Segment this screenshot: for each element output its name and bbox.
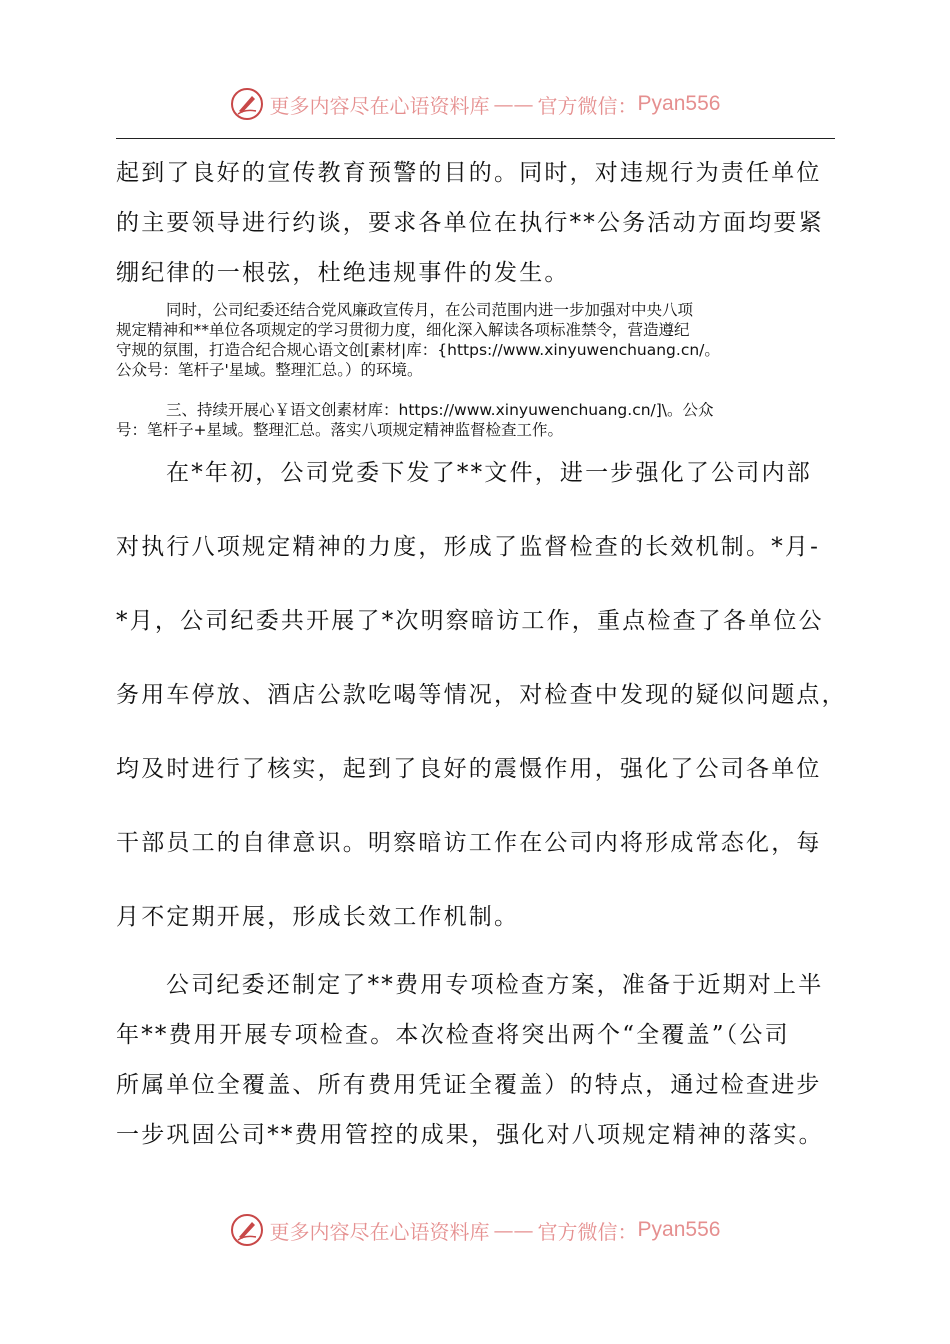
pen-logo-icon bbox=[230, 87, 264, 121]
text-line: 绷纪律的一根弦，杜绝违规事件的发生。 bbox=[116, 260, 570, 286]
paragraph-1 bbox=[116, 148, 856, 298]
banner-wechat-label: 官方微信： bbox=[537, 93, 638, 118]
text-line: 务用车停放、酒店公款吃喝等情况，对检查中发现的疑似问题点， bbox=[116, 682, 847, 708]
text-line: 年**费用开展专项检查。本次检查将突出两个“全覆盖”（公司 bbox=[116, 1022, 790, 1048]
text-line: 一步巩固公司**费用管控的成果，强化对八项规定精神的落实。 bbox=[116, 1122, 824, 1148]
banner-separator: —— bbox=[493, 92, 534, 116]
text-line: 公众号：笔杆子'星域。整理汇总。）的环境。 bbox=[116, 361, 423, 379]
header-banner bbox=[0, 84, 950, 124]
banner-separator: —— bbox=[493, 1218, 534, 1242]
footer-banner bbox=[0, 1210, 950, 1250]
text-line: *月，公司纪委共开展了*次明察暗访工作，重点检查了各单位公 bbox=[116, 608, 824, 634]
text-line: 号：笔杆子+星域。整理汇总。落实八项规定精神监督检查工作。 bbox=[116, 421, 563, 439]
paragraph-3 bbox=[116, 400, 856, 440]
text-line: 在*年初，公司党委下发了**文件，进一步强化了公司内部 bbox=[166, 460, 812, 486]
text-line: 公司纪委还制定了**费用专项检查方案，准备于近期对上半 bbox=[166, 972, 824, 998]
pen-logo-icon bbox=[230, 1213, 264, 1247]
paragraph-4 bbox=[116, 448, 856, 966]
text-line: 月不定期开展，形成长效工作机制。 bbox=[116, 904, 520, 930]
banner-brand-text: 更多内容尽在心语资料库 bbox=[269, 93, 490, 118]
text-line: 三、持续开展心￥语文创素材库：https://www.xinyuwenchuang.cn/]\。公众 bbox=[166, 401, 714, 419]
banner-wechat-handle: Pyan556 bbox=[637, 92, 721, 115]
header-divider bbox=[116, 138, 835, 139]
banner-wechat-label: 官方微信： bbox=[537, 1219, 638, 1244]
text-line: 所属单位全覆盖、所有费用凭证全覆盖）的特点，通过检查进步 bbox=[116, 1072, 822, 1098]
text-line: 均及时进行了核实，起到了良好的震慑作用，强化了公司各单位 bbox=[116, 756, 822, 782]
text-line: 对执行八项规定精神的力度，形成了监督检查的长效机制。*月- bbox=[116, 534, 821, 560]
paragraph-2 bbox=[116, 300, 856, 380]
text-line: 规定精神和**单位各项规定的学习贯彻力度，细化深入解读各项标准禁令，营造遵纪 bbox=[116, 321, 690, 339]
text-line: 起到了良好的宣传教育预警的目的。同时，对违规行为责任单位 bbox=[116, 160, 822, 186]
banner-brand-text: 更多内容尽在心语资料库 bbox=[269, 1219, 490, 1244]
text-line: 同时，公司纪委还结合党风廉政宣传月，在公司范围内进一步加强对中央八项 bbox=[166, 301, 694, 319]
text-line: 的主要领导进行约谈，要求各单位在执行**公务活动方面均要紧 bbox=[116, 210, 824, 236]
text-line: 干部员工的自律意识。明察暗访工作在公司内将形成常态化，每 bbox=[116, 830, 822, 856]
text-line: 守规的氛围，打造合纪合规心语文创[素材|库：{https://www.xinyuwenchuang.cn/。 bbox=[116, 341, 720, 359]
banner-wechat-handle: Pyan556 bbox=[637, 1218, 721, 1241]
paragraph-5 bbox=[116, 960, 856, 1160]
